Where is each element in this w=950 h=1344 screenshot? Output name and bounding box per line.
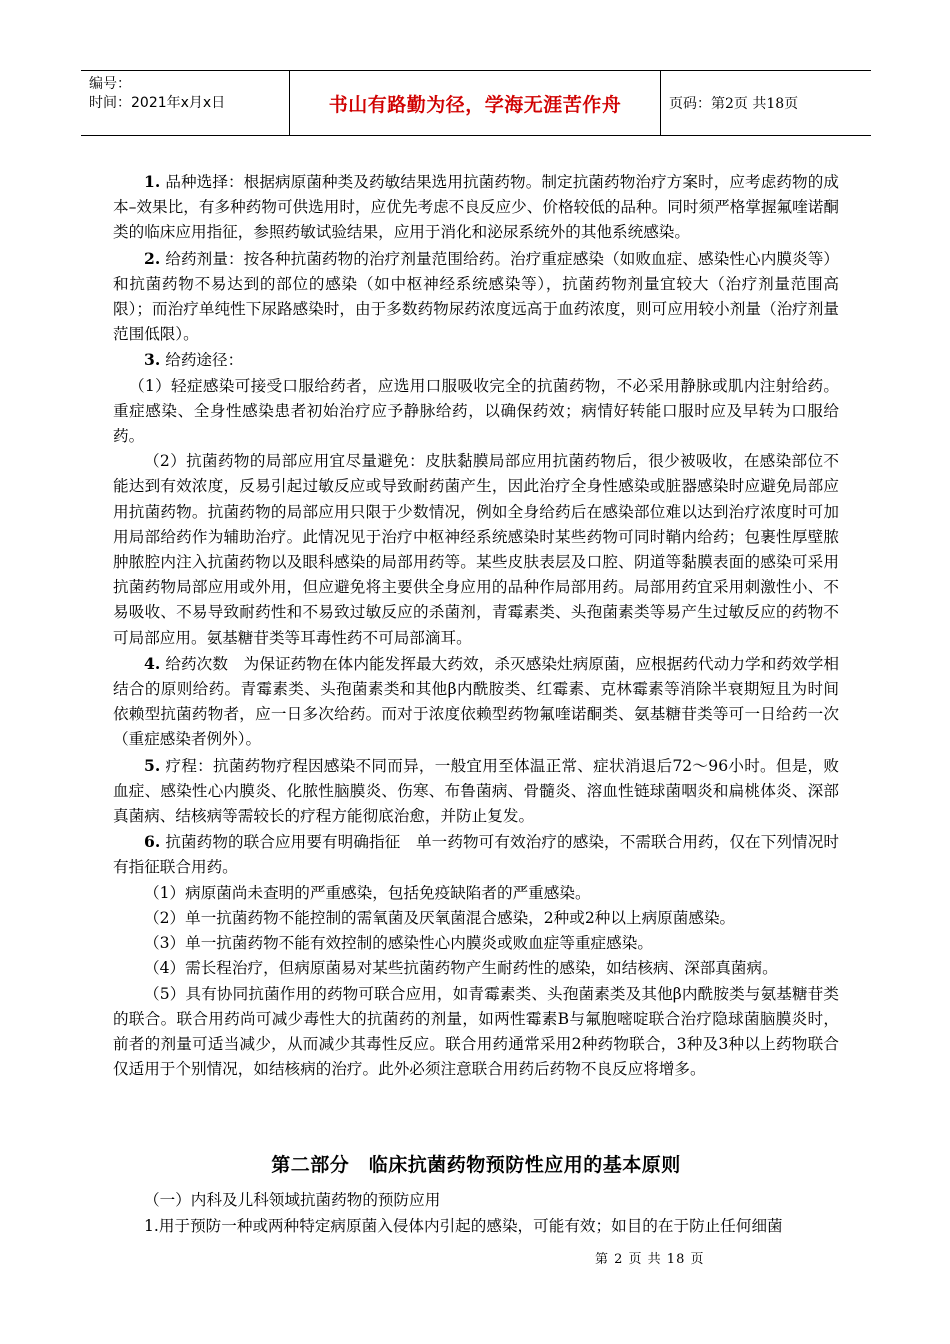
paragraph-text: 疗程：抗菌药物疗程因感染不同而异，一般宜用至体温正常、症状消退后72～96小时。但是，败血症、感染性心内膜炎、化脓性脑膜炎、伤寒、布鲁菌病、骨髓炎、溶血性链球菌咽炎和扁桃体炎、深部真菌病、结核病等需较长的疗程方能彻底治愈，并防止复发。: [113, 756, 839, 826]
paragraph: [113, 982, 839, 1083]
paragraph: [113, 374, 839, 450]
header-number: 编号：: [89, 76, 131, 92]
paragraph: [113, 449, 839, 651]
paragraph-number: 3.: [144, 350, 161, 370]
section-body: [113, 1188, 839, 1239]
header-page-info: 页码：第2页 共18页: [661, 71, 872, 136]
paragraph: 1.用于预防一种或两种特定病原菌入侵体内引起的感染，可能有效；如目的在于防止任何细菌: [144, 1216, 783, 1235]
header-motto: 书山有路勤为径，学海无涯苦作舟: [290, 71, 661, 136]
header-meta: [81, 71, 290, 136]
paragraph-text: （3）单一抗菌药物不能有效控制的感染性心内膜炎或败血症等重症感染。: [144, 934, 653, 953]
paragraph-number: 2.: [144, 248, 161, 268]
paragraph: [113, 906, 839, 931]
paragraph: [113, 169, 839, 246]
paragraph-text: （1）病原菌尚未查明的严重感染，包括免疫缺陷者的严重感染。: [144, 883, 591, 902]
paragraph-text: 抗菌药物的联合应用要有明确指征 单一药物可有效治疗的感染，不需联合用药，仅在下列情况时有指征联合用药。: [113, 833, 839, 877]
paragraph-text: （4）需长程治疗，但病原菌易对某些抗菌药物产生耐药性的感染，如结核病、深部真菌病。: [144, 959, 778, 978]
paragraph: [113, 956, 839, 981]
paragraph-number: 6.: [144, 832, 161, 852]
page-header: [81, 70, 871, 136]
header-time: 时间：2021年x月x日: [89, 95, 226, 111]
paragraph-text: （2）抗菌药物的局部应用宜尽量避免：皮肤黏膜局部应用抗菌药物后，很少被吸收，在感染部位不能达到有效浓度，反易引起过敏反应或导致耐药菌产生，因此治疗全身性感染或脏器感染时应避免局部应用抗菌药物。抗菌药物的局部应用只限于少数情况，例如全身给药后在感染部位难以达到治疗浓度时可加用局部给药作为辅助治疗。此情况见于治疗中枢神经系统感染时某些药物可同时鞘内给药；包裹性厚壁脓肿脓腔内注入抗菌药物以及眼科感染的局部用药等。某些皮肤表层及口腔、阴道等黏膜表面的感染可采用抗菌药物局部应用或外用，但应避免将主要供全身应用的品种作局部用药。局部用药宜采用刺激性小、不易吸收、不易导致耐药性和不易致过敏反应的杀菌剂，青霉素类、头孢菌素类等易产生过敏反应的药物不可局部应用。氨基糖苷类等耳毒性药不可局部滴耳。: [113, 452, 839, 647]
paragraph: [113, 651, 839, 753]
paragraph-text: 给药次数 为保证药物在体内能发挥最大药效，杀灭感染灶病原菌，应根据药代动力学和药效学相结合的原则给药。青霉素类、头孢菌素类和其他β内酰胺类、红霉素、克林霉素等消除半衰期短且为时间依赖型抗菌药物者，应一日多次给药。而对于浓度依赖型药物氟喹诺酮类、氨基糖苷类等可一日给药一次（重症感染者例外）。: [113, 654, 839, 749]
paragraph-text: 品种选择：根据病原菌种类及药敏结果选用抗菌药物。制定抗菌药物治疗方案时，应考虑药物的成本–效果比，有多种药物可供选用时，应优先考虑不良反应少、价格较低的品种。同时须严格掌握氟喹诺酮类的临床应用指征，参照药敏试验结果，应用于消化和泌尿系统外的其他系统感染。: [113, 173, 839, 242]
paragraph-text: （1）轻症感染可接受口服给药者，应选用口服吸收完全的抗菌药物，不必采用静脉或肌内注射给药。重症感染、全身性感染患者初始治疗应予静脉给药，以确保药效；病情好转能口服时应及早转为口服给药。: [113, 376, 839, 446]
paragraph-number: 5.: [144, 755, 161, 775]
paragraph: [113, 753, 839, 830]
paragraph: [113, 881, 839, 906]
paragraph: [113, 347, 839, 373]
document-body: [113, 169, 839, 1082]
subsection-heading: （一）内科及儿科领域抗菌药物的预防应用: [144, 1191, 441, 1209]
paragraph-text: （5）具有协同抗菌作用的药物可联合应用，如青霉素类、头孢菌素类及其他β内酰胺类与氨基糖苷类的联合。联合用药尚可减少毒性大的抗菌药的剂量，如两性霉素B与氟胞嘧啶联合治疗隐球菌脑膜炎时，前者的剂量可适当减少，从而减少其毒性反应。联合用药通常采用2种药物联合，3种及3种以上药物联合仅适用于个别情况，如结核病的治疗。此外必须注意联合用药后药物不良反应将增多。: [113, 984, 839, 1079]
paragraph-text: （2）单一抗菌药物不能控制的需氧菌及厌氧菌混合感染，2种或2种以上病原菌感染。: [144, 908, 736, 927]
paragraph: [113, 931, 839, 956]
page-footer: 第 2 页 共 18 页: [595, 1252, 705, 1267]
paragraph: [113, 829, 839, 880]
paragraph-number: 1.: [144, 172, 161, 191]
paragraph-text: 给药剂量：按各种抗菌药物的治疗剂量范围给药。治疗重症感染（如败血症、感染性心内膜炎等）和抗菌药物不易达到的部位的感染（如中枢神经系统感染等），抗菌药物剂量宜较大（治疗剂量范围高限）；而治疗单纯性下尿路感染时，由于多数药物尿药浓度远高于血药浓度，则可应用较小剂量（治疗剂量范围低限）。: [113, 249, 839, 344]
paragraph-number: 4.: [144, 653, 161, 673]
section-title: 第二部分 临床抗菌药物预防性应用的基本原则: [271, 1154, 681, 1176]
paragraph-text: 给药途径：: [160, 351, 244, 370]
paragraph: [113, 246, 839, 348]
